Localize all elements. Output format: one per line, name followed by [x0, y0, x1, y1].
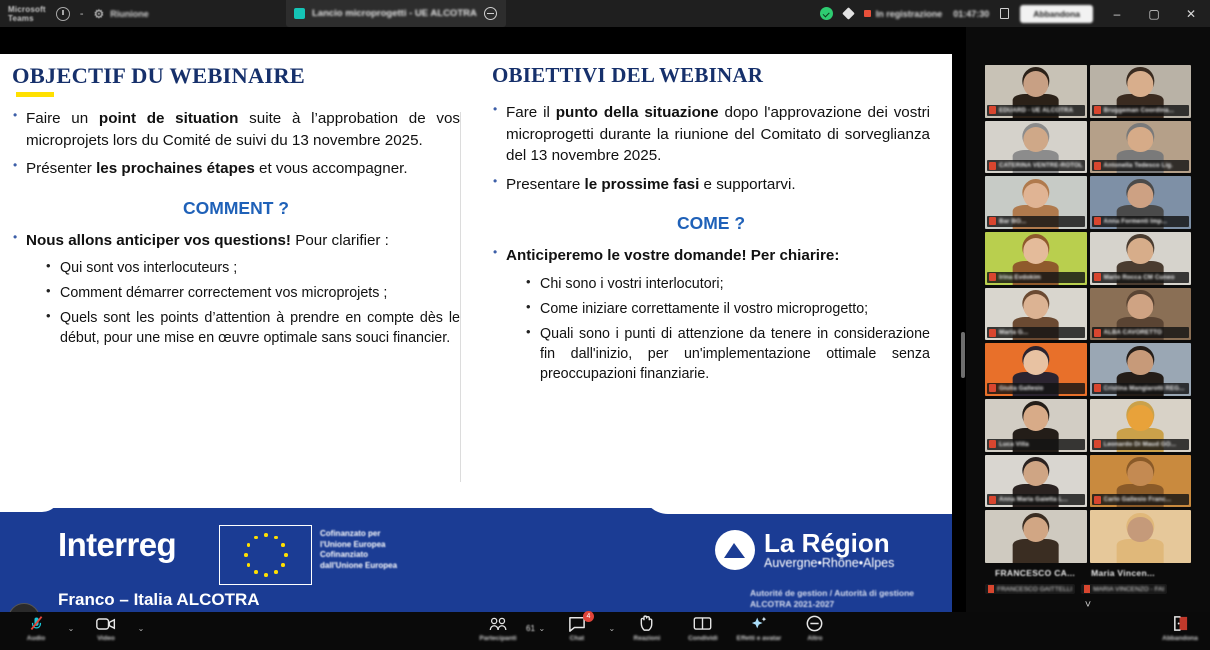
- meeting-tab[interactable]: [286, 0, 506, 27]
- participant-tile[interactable]: [1090, 65, 1192, 118]
- list-item: • Quels sont les points d’attention à prendre en compte dès le début, pour une mise en œuvre optimale sans souci financier.: [46, 308, 460, 348]
- meeting-tab-title: Lancio microprogetti - UE ALCOTRA: [312, 8, 477, 19]
- participant-name: Anna Maria Gaietta L...: [999, 496, 1069, 504]
- participant-tile[interactable]: [1090, 399, 1192, 452]
- participant-name-label: [1092, 105, 1190, 116]
- eu-funding-text: Cofinanzato per l'Unione Europea Cofinanziato dall'Unione Europea: [320, 529, 398, 570]
- participant-tile[interactable]: [1090, 288, 1192, 341]
- participant-name: Antonella Tedesco Lig.: [1103, 162, 1173, 170]
- participant-name: Luca Villa: [999, 440, 1029, 448]
- toolbar-more-button[interactable]: [787, 614, 843, 642]
- participant-tile[interactable]: [1090, 121, 1192, 174]
- participant-name: ALBA CAVORETTO: [1103, 329, 1162, 337]
- minimize-icon[interactable]: [484, 7, 497, 20]
- separator-dash: -: [79, 7, 84, 20]
- copilot-icon[interactable]: [842, 7, 855, 20]
- app-brand: Microsoft Teams: [8, 4, 46, 23]
- list-item: • Presentare le prossime fasi e supportarvi.: [492, 174, 930, 196]
- toolbar-button-label: Audio: [26, 635, 46, 642]
- participant-name: MARIA VINCENZO - FAI: [1093, 585, 1165, 593]
- toolbar-button-label: Condividi: [688, 635, 718, 642]
- mic-muted-icon: [988, 585, 994, 593]
- shared-content-stage: [0, 27, 966, 612]
- eu-star: [281, 563, 285, 567]
- mic-muted-icon: [1094, 329, 1101, 337]
- toolbar-button-label: Altro: [807, 635, 823, 642]
- participant-name-label: [987, 383, 1085, 394]
- stage-scrollbar[interactable]: [961, 332, 965, 378]
- participant-name-label: [987, 272, 1085, 283]
- eu-star: [254, 536, 258, 540]
- teams-icon: ⚙: [93, 6, 105, 21]
- participant-name-label: [987, 494, 1085, 505]
- toolbar-button-wrap: [619, 614, 675, 642]
- record-dot-icon: [864, 10, 871, 17]
- toolbar-button-wrap: [675, 614, 731, 642]
- participant-name-label: [987, 327, 1085, 338]
- toolbar-button-wrap: [78, 614, 148, 642]
- participant-name: Anna Formenti Imp...: [1103, 217, 1168, 225]
- toolbar-button-wrap: [470, 614, 549, 642]
- la-region-logo: [715, 530, 894, 570]
- overflow-participant-chip[interactable]: [1081, 584, 1167, 594]
- participant-tile[interactable]: [985, 121, 1087, 174]
- participant-tile[interactable]: [985, 399, 1087, 452]
- participant-body: [1117, 539, 1164, 563]
- toolbar-center-group: [470, 614, 843, 642]
- participant-name-label: [1092, 272, 1190, 283]
- page-title-it: OBIETTIVI DEL WEBINAR: [492, 63, 764, 87]
- leave-button[interactable]: Abbandona: [1020, 5, 1093, 23]
- region-name: La Région: [764, 528, 890, 558]
- participant-name-label: [987, 105, 1085, 116]
- participant-name: Carlo Gallesio Franc...: [1103, 496, 1172, 504]
- participant-name: Giulia Gallesio: [999, 384, 1044, 392]
- mic-muted-icon: [989, 329, 996, 337]
- title-bar: [0, 0, 1210, 27]
- meeting-label: Riunione: [110, 8, 149, 19]
- mic-muted-icon: [1094, 496, 1101, 504]
- chevron-down-icon[interactable]: ⌄: [137, 624, 145, 633]
- slide-column-italian: [476, 54, 952, 529]
- toolbar-button-wrap: [8, 614, 78, 642]
- eu-star: [264, 573, 268, 577]
- recording-label: In registrazione: [875, 8, 943, 19]
- toolbar-effects-button[interactable]: [731, 614, 787, 642]
- toolbar-button-label: Chat: [569, 635, 585, 642]
- participant-count: 61: [526, 624, 535, 633]
- toolbar-left-group: [8, 614, 148, 642]
- eu-star: [244, 553, 248, 557]
- eu-star: [284, 553, 288, 557]
- mic-muted-icon: [1094, 273, 1101, 281]
- participant-name: Marta G...: [999, 329, 1029, 337]
- chevron-down-icon[interactable]: ⌄: [608, 624, 616, 633]
- mic-muted-icon: [1094, 440, 1101, 448]
- mic-muted-icon: [28, 614, 45, 633]
- participant-tile[interactable]: [985, 510, 1087, 563]
- list-item: • Chi sono i vostri interlocutori;: [526, 274, 930, 294]
- footer-notch-left: [0, 490, 60, 512]
- mountain-icon: [715, 530, 755, 570]
- mic-muted-icon: [989, 496, 996, 504]
- participant-name-label: [987, 216, 1085, 227]
- toolbar-button-label: Partecipanti: [479, 635, 517, 642]
- interreg-logo: Interreg: [58, 526, 177, 563]
- raise-hand-icon: [639, 614, 655, 633]
- chevron-down-icon[interactable]: ˅: [1084, 599, 1092, 611]
- mic-muted-icon: [989, 384, 996, 392]
- participant-name-label: [1092, 494, 1190, 505]
- list-item: • Come iniziare correttamente il vostro microprogetto;: [526, 299, 930, 319]
- participant-name: Mario Rocca CM Cuneo: [1103, 273, 1175, 281]
- participant-grid: [985, 65, 1191, 563]
- slide-footer: [0, 508, 952, 612]
- mic-muted-icon: [989, 106, 996, 114]
- effects-icon: [750, 614, 768, 633]
- footer-notch-right: [642, 482, 952, 514]
- toolbar-button-wrap: [787, 614, 843, 642]
- title-bar-right: [820, 5, 1210, 23]
- toolbar-mic-muted-button[interactable]: [8, 614, 64, 642]
- section-heading-it: COME ?: [676, 213, 746, 234]
- teams-meeting-indicator[interactable]: [93, 7, 148, 21]
- mic-muted-icon: [989, 440, 996, 448]
- toolbar-button-label: Reazioni: [633, 635, 661, 642]
- list-item: • Présenter les prochaines étapes et vous accompagner.: [12, 158, 460, 180]
- region-subtitle: Auvergne•Rhône•Alpes: [764, 556, 895, 570]
- list-item: • Nous allons anticiper vos questions! Pour clarifier :: [12, 230, 460, 252]
- recording-indicator[interactable]: [864, 9, 943, 19]
- unread-badge: 4: [583, 611, 594, 622]
- participant-tile[interactable]: [985, 232, 1087, 285]
- page-title-fr: OBJECTIF DU WEBINAIRE: [12, 63, 306, 88]
- participant-name: CATERINA VENTRE-ROTOL: [999, 162, 1083, 170]
- participant-name: Cristina Mangiarotti REG...: [1103, 384, 1185, 392]
- participant-name: Irina Evdokim: [999, 273, 1041, 281]
- participant-name: Bar BO...: [999, 217, 1027, 225]
- window-maximize-button[interactable]: ▢: [1148, 6, 1160, 21]
- participant-name: EDUARD - UE ALCOTRA: [999, 106, 1074, 114]
- mic-muted-icon: [1094, 217, 1101, 225]
- participant-tile[interactable]: [985, 288, 1087, 341]
- window-close-button[interactable]: ✕: [1185, 6, 1197, 21]
- toolbar-button-wrap: [731, 614, 787, 642]
- mic-muted-icon: [1094, 106, 1101, 114]
- people-icon: [489, 614, 508, 633]
- participant-tile[interactable]: [985, 65, 1087, 118]
- participant-tile[interactable]: [1090, 510, 1192, 563]
- eu-star: [247, 563, 251, 567]
- participant-tile[interactable]: [1090, 455, 1192, 508]
- title-underline: [16, 92, 54, 97]
- info-icon[interactable]: [56, 7, 70, 21]
- managing-authority-text: Autorité de gestion / Autorità di gestione ALCOTRA 2021-2027: [750, 588, 915, 609]
- status-ok-icon[interactable]: [820, 7, 833, 20]
- chevron-down-icon[interactable]: ⌄: [538, 624, 546, 633]
- participant-tile[interactable]: [985, 176, 1087, 229]
- leave-icon: [1172, 614, 1189, 633]
- participant-name-label: [1092, 383, 1190, 394]
- mic-muted-icon: [989, 217, 996, 225]
- participant-tile[interactable]: [1090, 232, 1192, 285]
- participant-tile[interactable]: [1090, 176, 1192, 229]
- mic-muted-icon: [989, 273, 996, 281]
- participant-rail: [966, 27, 1210, 612]
- toolbar-button-wrap: [1152, 614, 1208, 642]
- window-minimize-button[interactable]: –: [1113, 6, 1121, 21]
- list-item: • Fare il punto della situazione dopo l'approvazione dei vostri microprogetti durante la riunione del Comitato di sorveglianza del 13 novembre 2025.: [492, 102, 930, 167]
- eu-star: [281, 543, 285, 547]
- eu-star: [254, 570, 258, 574]
- bullet-list-fr: [12, 108, 460, 180]
- lead-list-it: [492, 245, 930, 267]
- participant-body: [1012, 539, 1059, 563]
- participant-name: Leonardo Di Maud GO...: [1103, 440, 1177, 448]
- participant-tile[interactable]: [1090, 343, 1192, 396]
- bullet-list-it: [492, 102, 930, 195]
- presentation-slide: [0, 54, 952, 612]
- toolbar-leave-button[interactable]: [1152, 614, 1208, 642]
- programme-name: Franco – Italia ALCOTRA: [58, 590, 260, 609]
- meeting-toolbar: [0, 612, 1210, 650]
- toolbar-button-label: Abbandona: [1162, 635, 1198, 642]
- battery-icon: [1000, 8, 1009, 19]
- list-item: • Qui sont vos interlocuteurs ;: [46, 258, 460, 278]
- participant-name: Bruggeman Coordina...: [1103, 106, 1175, 114]
- eu-star: [247, 543, 251, 547]
- section-heading-fr: COMMENT ?: [183, 197, 289, 218]
- participant-name-label: [1092, 216, 1190, 227]
- column-divider: [460, 112, 461, 482]
- meeting-icon: [294, 8, 305, 19]
- toolbar-button-label: Video: [97, 635, 115, 642]
- sub-bullet-list-fr: [46, 258, 460, 348]
- mic-muted-icon: [989, 162, 996, 170]
- toolbar-right-group: [1152, 614, 1208, 642]
- overflow-chip-row: [985, 584, 1191, 594]
- list-item: • Faire un point de situation suite à l’approbation de vos microprojets lors du Comité de suivi du 13 novembre 2025.: [12, 108, 460, 151]
- toolbar-people-button[interactable]: [470, 614, 526, 642]
- participant-name-label: [1092, 327, 1190, 338]
- camera-icon: [96, 614, 116, 633]
- list-item: • Comment démarrer correctement vos microprojets ;: [46, 283, 460, 303]
- overflow-participant-chip[interactable]: [985, 584, 1075, 594]
- toolbar-button-wrap: [549, 614, 619, 642]
- lead-list-fr: [12, 230, 460, 252]
- overflow-participant-name: FRANCESCO CA...: [995, 568, 1076, 578]
- overflow-participant-name: Maria Vincen...: [1091, 568, 1155, 578]
- participant-tile[interactable]: [985, 343, 1087, 396]
- title-bar-left: [0, 5, 286, 23]
- toolbar-present-button[interactable]: [675, 614, 731, 642]
- more-icon: [806, 614, 823, 633]
- eu-star: [274, 570, 278, 574]
- eu-star: [274, 536, 278, 540]
- mic-muted-icon: [1084, 585, 1090, 593]
- participant-name: FRANCESCO GAITTELLI: [997, 585, 1073, 593]
- eu-flag-icon: [219, 525, 312, 585]
- participant-name-label: [1092, 160, 1190, 171]
- participant-name-label: [987, 160, 1085, 171]
- overflow-participants: [985, 568, 1191, 611]
- participant-name-label: [1092, 439, 1190, 450]
- meeting-timer: 01:47:30: [953, 8, 990, 19]
- toolbar-chat-button[interactable]: [549, 614, 605, 642]
- overflow-name-row: [985, 568, 1191, 578]
- list-item: • Quali sono i punti di attenzione da tenere in considerazione fin dall'inizio, per un'implementazione ottimale senza preoccupazioni finanziarie.: [526, 324, 930, 384]
- toolbar-button-label: Effetti e avatar: [736, 635, 782, 642]
- eu-star: [264, 533, 268, 537]
- sub-bullet-list-it: [526, 274, 930, 384]
- toolbar-camera-button[interactable]: [78, 614, 134, 642]
- mic-muted-icon: [1094, 162, 1101, 170]
- participant-name-label: [987, 439, 1085, 450]
- present-icon: [693, 614, 712, 633]
- slide-columns: [0, 54, 952, 529]
- list-item: • Anticiperemo le vostre domande! Per chiarire:: [492, 245, 930, 267]
- chevron-down-icon[interactable]: ⌄: [67, 624, 75, 633]
- toolbar-raise-hand-button[interactable]: [619, 614, 675, 642]
- mic-muted-icon: [1094, 384, 1101, 392]
- participant-tile[interactable]: [985, 455, 1087, 508]
- slide-column-french: [0, 54, 476, 529]
